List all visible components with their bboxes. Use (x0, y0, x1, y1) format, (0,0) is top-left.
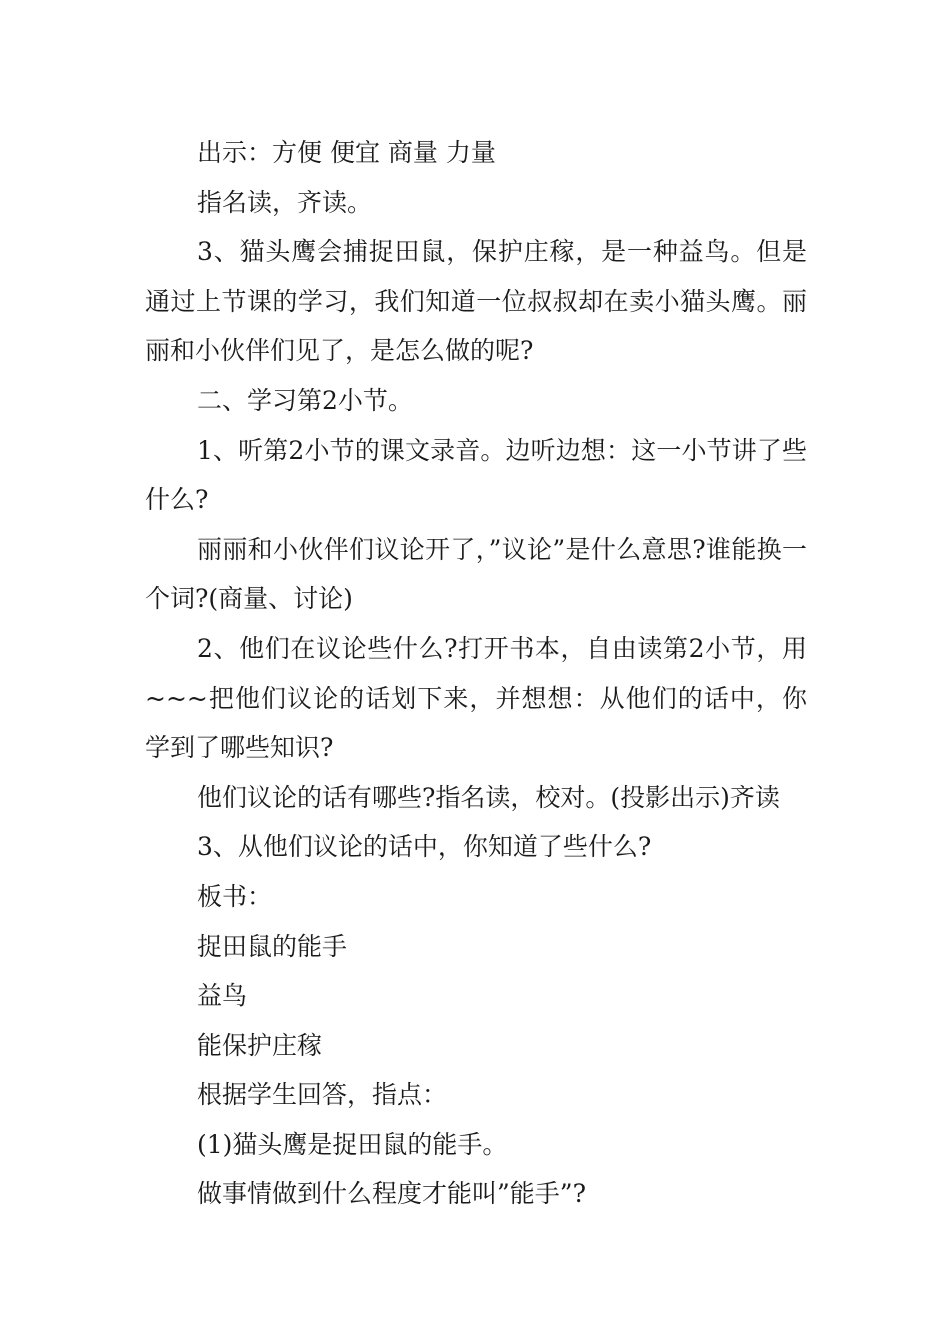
paragraph-show-words: 出示：方便 便宜 商量 力量 (197, 138, 496, 167)
blackboard-item-2: 益鸟 (197, 981, 248, 1011)
paragraph-expert-question: 做事情做到什么程度才能叫”能手”? (197, 1179, 586, 1209)
section-heading-2: 二、学习第2小节。 (197, 385, 413, 415)
paragraph-listen-recording: 1、听第2小节的课文录音。边听边想：这一小节讲了些什么? (145, 435, 807, 515)
paragraph-blackboard: 板书： (197, 881, 273, 911)
paragraph-discuss-meaning: 丽丽和小伙伴们议论开了，”议论”是什么意思?谁能换一个词?(商量、讨论) (145, 534, 807, 614)
blackboard-item-3: 能保护庄稼 (197, 1030, 323, 1060)
paragraph-read-aloud: 指名读，齐读。 (197, 187, 373, 217)
paragraph-guidance: 根据学生回答，指点： (197, 1080, 448, 1110)
paragraph-owl-intro: 3、猫头鹰会捕捉田鼠，保护庄稼，是一种益鸟。但是通过上节课的学习，我们知道一位叔叔却在卖小猫头鹰。丽丽和小伙伴们见了，是怎么做的呢? (145, 237, 807, 366)
paragraph-discussion-words: 他们议论的话有哪些?指名读，校对。(投影出示)齐读 (197, 782, 780, 812)
paragraph-read-section: 2、他们在议论些什么?打开书本，自由读第2小节，用~~~把他们议论的话划下来，并想想：从他们的话中，你学到了哪些知识? (145, 633, 807, 763)
document-body (145, 128, 807, 1219)
paragraph-point-1: (1)猫头鹰是捉田鼠的能手。 (197, 1129, 508, 1159)
paragraph-what-learned: 3、从他们议论的话中，你知道了些什么? (197, 832, 652, 862)
blackboard-item-1: 捉田鼠的能手 (197, 931, 348, 961)
